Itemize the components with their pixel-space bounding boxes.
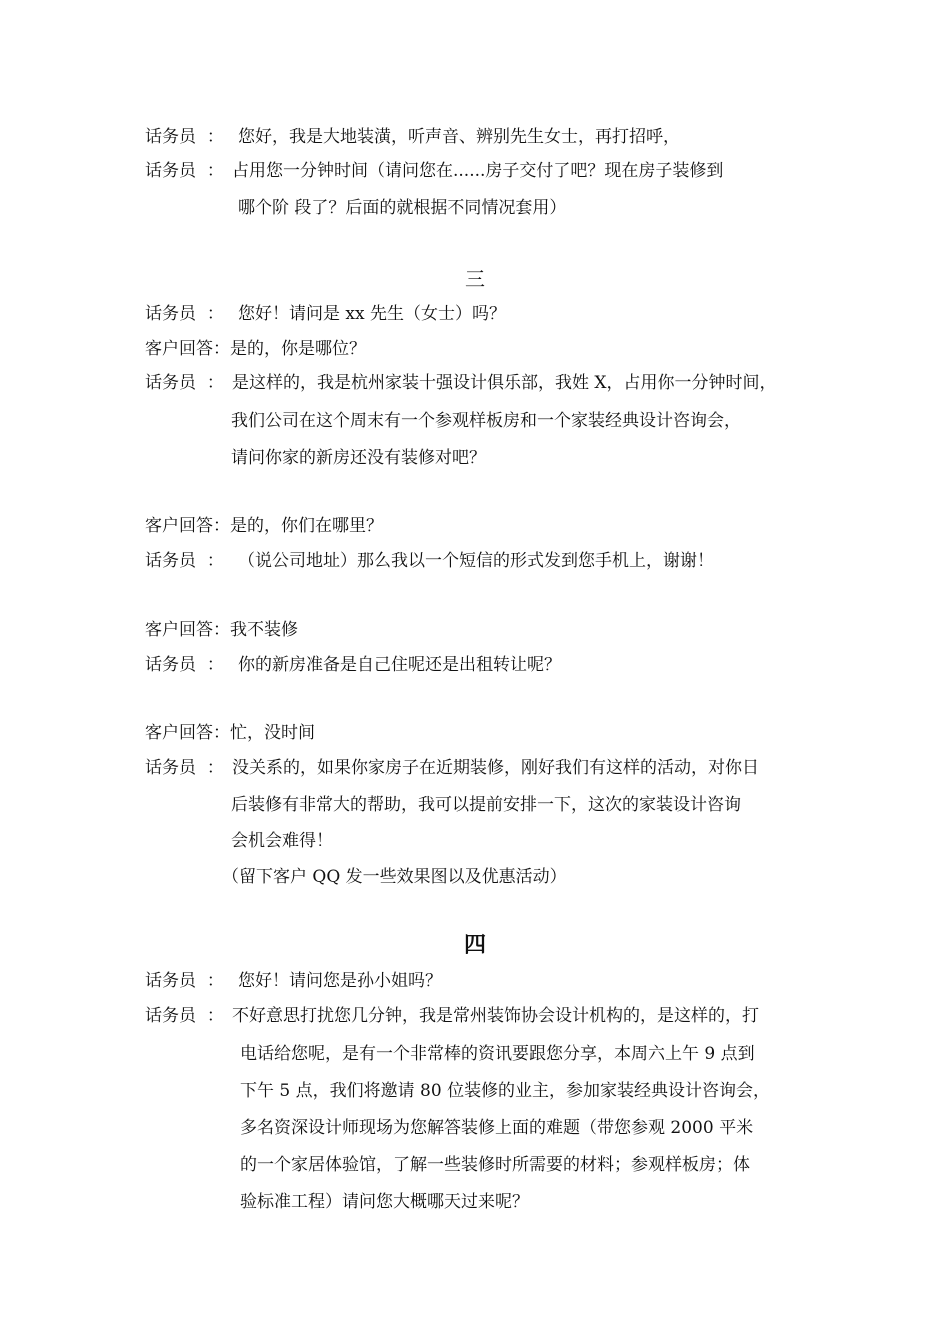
dialogue-text: （说公司地址）那么我以一个短信的形式发到您手机上，谢谢！ [238,551,714,571]
dialogue-line [145,619,298,641]
dialogue-text: 不好意思打扰您几分钟，我是常州装饰协会设计机构的，是这样的，打 [232,1006,759,1026]
section-heading: 三 [465,267,485,291]
speaker-label: 客户回答： [145,339,230,359]
speaker-label: 话务员 ： [145,551,224,571]
dialogue-line [145,372,777,394]
speaker-label: 话务员 ： [145,1006,224,1026]
speaker-label: 客户回答： [145,620,230,640]
dialogue-line [145,1005,759,1027]
dialogue-line [145,970,442,992]
dialogue-line [145,515,383,537]
dialogue-line [145,550,714,572]
dialogue-continuation: 请问你家的新房还没有装修对吧？ [231,448,486,468]
speaker-label: 话务员 ： [145,971,224,991]
dialogue-continuation: 哪个阶 段了？后面的就根据不同情况套用） [238,198,567,218]
dialogue-continuation: 多名资深设计师现场为您解答装修上面的难题（带您参观 2000 平米 [240,1118,754,1138]
dialogue-line [145,303,506,325]
dialogue-text: 您好，我是大地装潢，听声音、辨别先生女士，再打招呼， [238,127,680,147]
speaker-label: 话务员 ： [145,127,224,147]
dialogue-text: 占用您一分钟时间（请问您在......房子交付了吧？现在房子装修到 [232,161,724,181]
dialogue-line [145,757,759,779]
speaker-label: 客户回答： [145,723,230,743]
dialogue-continuation: 验标准工程）请问您大概哪天过来呢？ [240,1192,529,1212]
dialogue-text: 您好！请问您是孙小姐吗？ [238,971,442,991]
section-heading: 四 [463,932,486,958]
speaker-label: 客户回答： [145,516,230,536]
dialogue-text: 是这样的，我是杭州家装十强设计俱乐部，我姓 X，占用你一分钟时间， [232,373,777,393]
dialogue-line [145,722,315,744]
speaker-label: 话务员 ： [145,655,224,675]
dialogue-text: 是的，你是哪位？ [230,339,366,359]
dialogue-line [145,338,366,360]
dialogue-text: 是的，你们在哪里？ [230,516,383,536]
dialogue-note: （留下客户 QQ 发一些效果图以及优惠活动） [222,867,567,887]
dialogue-continuation: 下午 5 点，我们将邀请 80 位装修的业主，参加家装经典设计咨询会， [240,1081,771,1101]
speaker-label: 话务员 ： [145,758,224,778]
dialogue-continuation: 的一个家居体验馆，了解一些装修时所需要的材料；参观样板房；体 [240,1155,750,1175]
speaker-label: 话务员 ： [145,304,224,324]
dialogue-continuation: 我们公司在这个周末有一个参观样板房和一个家装经典设计咨询会， [231,411,741,431]
dialogue-text: 你的新房准备是自己住呢还是出租转让呢？ [238,655,561,675]
dialogue-continuation: 电话给您呢，是有一个非常棒的资讯要跟您分享，本周六上午 9 点到 [240,1044,755,1064]
dialogue-line [145,160,723,182]
dialogue-text: 您好！请问是 xx 先生（女士）吗？ [238,304,506,324]
dialogue-text: 没关系的，如果你家房子在近期装修，刚好我们有这样的活动，对你日 [232,758,759,778]
dialogue-text: 我不装修 [230,620,298,640]
dialogue-continuation: 后装修有非常大的帮助，我可以提前安排一下，这次的家装设计咨询 [231,795,741,815]
speaker-label: 话务员 ： [145,161,224,181]
dialogue-text: 忙，没时间 [230,723,315,743]
dialogue-line [145,654,561,676]
speaker-label: 话务员 ： [145,373,224,393]
dialogue-line [145,126,680,148]
dialogue-continuation: 会机会难得！ [231,831,333,851]
